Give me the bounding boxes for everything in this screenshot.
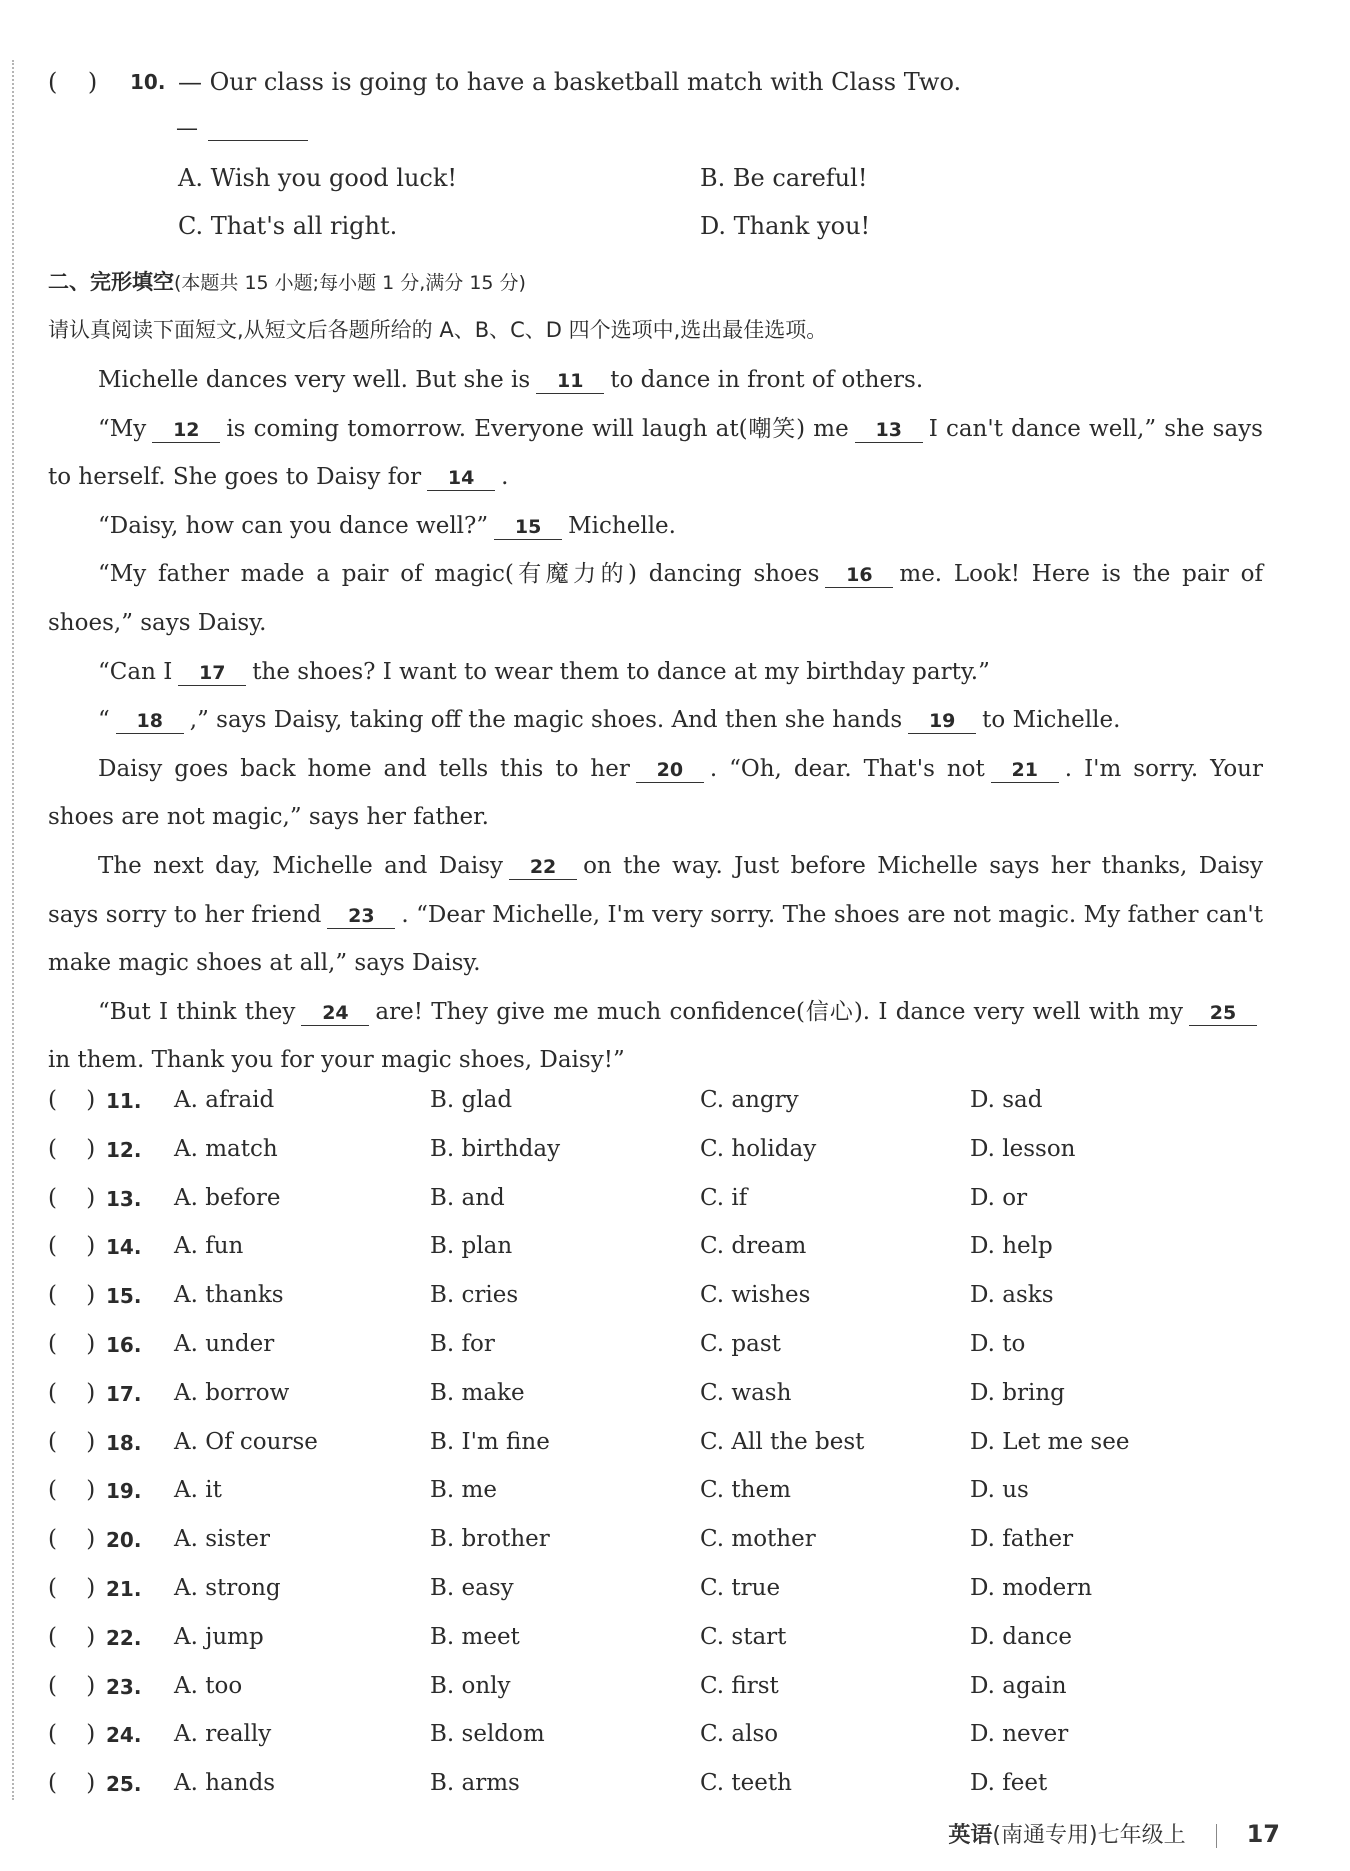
option-b[interactable]: B. and	[430, 1184, 505, 1211]
answer-paren[interactable]: ( )	[48, 1721, 96, 1748]
question-number: 22.	[106, 1625, 142, 1650]
option-c[interactable]: C. teeth	[700, 1770, 792, 1797]
option-c[interactable]: C. them	[700, 1477, 791, 1504]
option-c[interactable]: C. first	[700, 1672, 779, 1699]
option-b[interactable]: B. me	[430, 1477, 497, 1504]
answer-paren[interactable]: ( )	[48, 1282, 96, 1309]
blank-18: 18	[116, 709, 184, 734]
option-b[interactable]: B. for	[430, 1330, 495, 1357]
book-edition: (南通专用)七年级上	[992, 1823, 1186, 1848]
choice-list	[48, 1087, 1278, 1819]
section-scoring: (本题共 15 小题;每小题 1 分,满分 15 分)	[174, 272, 526, 294]
question-number: 10.	[130, 70, 166, 94]
option-d[interactable]: D. feet	[970, 1770, 1048, 1797]
option-b[interactable]	[700, 164, 867, 192]
option-b[interactable]: B. make	[430, 1379, 525, 1406]
option-c[interactable]: C. wash	[700, 1379, 792, 1406]
passage-paragraph: “Daisy, how can you dance well?” 15 Michelle.	[98, 512, 676, 539]
answer-paren[interactable]: ( )	[48, 1623, 96, 1650]
binding-margin-line	[12, 60, 14, 1800]
option-c[interactable]: C. angry	[700, 1087, 799, 1113]
cloze-passage	[48, 356, 1263, 1085]
choice-row-12	[48, 1136, 1278, 1185]
blank-21: 21	[991, 758, 1059, 783]
passage-paragraph: “My father made a pair of magic(有魔力的) dancing shoes 16 me. Look! Here is the pair of shoes,” says Daisy.	[48, 561, 1263, 636]
question-number: 24.	[106, 1723, 142, 1748]
answer-paren[interactable]: ( )	[48, 1770, 96, 1797]
blank-22: 22	[509, 855, 577, 880]
option-c[interactable]: C. start	[700, 1623, 787, 1650]
question-number: 14.	[106, 1235, 142, 1260]
option-b[interactable]: B. seldom	[430, 1721, 545, 1748]
option-a[interactable]: A. fun	[174, 1233, 244, 1260]
option-a[interactable]: A. before	[174, 1184, 281, 1211]
option-b[interactable]: B. meet	[430, 1623, 520, 1650]
option-d[interactable]: D. to	[970, 1330, 1026, 1357]
option-a[interactable]: A. match	[174, 1135, 278, 1162]
option-a[interactable]: A. strong	[174, 1574, 281, 1601]
option-c[interactable]: C. if	[700, 1184, 748, 1211]
option-label: D.	[700, 212, 727, 240]
question-number: 15.	[106, 1284, 142, 1309]
blank-20: 20	[636, 758, 704, 783]
passage-paragraph: Daisy goes back home and tells this to her 20 . “Oh, dear. That's not 21 . I'm sorry. Your shoes are not magic,” says her father.	[48, 755, 1263, 831]
answer-paren[interactable]: ( )	[48, 1379, 96, 1406]
choice-row-19	[48, 1477, 1278, 1526]
passage-paragraph: The next day, Michelle and Daisy 22 on the way. Just before Michelle says her thanks, Daisy says sorry to her friend 23 . “Dear Michelle, I'm very sorry. The shoes are not magic. My father can't make magic shoes at all,” says Daisy.	[48, 852, 1263, 977]
blank-19: 19	[908, 709, 976, 734]
option-d[interactable]: D. again	[970, 1672, 1067, 1699]
option-d[interactable]: D. or	[970, 1184, 1028, 1211]
option-b[interactable]: B. easy	[430, 1574, 514, 1601]
choice-row-24	[48, 1721, 1278, 1770]
answer-paren[interactable]: ( )	[48, 68, 98, 96]
blank-23: 23	[327, 904, 395, 929]
option-d[interactable]: D. bring	[970, 1379, 1065, 1406]
question-stem: — Our class is going to have a basketball match with Class Two.	[178, 68, 962, 96]
choice-row-23	[48, 1673, 1278, 1722]
option-b[interactable]: B. brother	[430, 1526, 550, 1553]
answer-paren[interactable]: ( )	[48, 1526, 96, 1553]
choice-row-22	[48, 1624, 1278, 1673]
question-number: 19.	[106, 1479, 142, 1504]
choice-row-15	[48, 1282, 1278, 1331]
option-d[interactable]: D. modern	[970, 1574, 1093, 1601]
page-footer	[948, 1818, 1280, 1849]
answer-paren[interactable]: ( )	[48, 1233, 96, 1260]
option-c[interactable]: C. past	[700, 1330, 781, 1357]
choice-row-11	[48, 1087, 1278, 1136]
response-dash: —	[176, 116, 198, 141]
choice-row-16	[48, 1331, 1278, 1380]
option-c[interactable]: C. holiday	[700, 1135, 817, 1162]
question-number: 17.	[106, 1381, 142, 1406]
option-a[interactable]: A. borrow	[174, 1379, 290, 1406]
option-c[interactable]: C. also	[700, 1721, 779, 1748]
option-c[interactable]: C. true	[700, 1574, 781, 1601]
choice-row-13	[48, 1185, 1278, 1234]
option-b[interactable]: B. only	[430, 1672, 511, 1699]
section-title	[48, 266, 526, 296]
answer-paren[interactable]: ( )	[48, 1574, 96, 1601]
option-c[interactable]: C. mother	[700, 1526, 816, 1553]
blank-14: 14	[427, 466, 495, 491]
option-a[interactable]: A. really	[174, 1721, 272, 1748]
option-d[interactable]: D. us	[970, 1477, 1029, 1504]
option-b[interactable]: B. arms	[430, 1770, 520, 1797]
blank-11: 11	[536, 369, 604, 394]
answer-paren[interactable]: ( )	[48, 1477, 96, 1504]
answer-paren[interactable]: ( )	[48, 1184, 96, 1211]
option-text: That's all right.	[210, 212, 398, 240]
answer-paren[interactable]: ( )	[48, 1428, 96, 1455]
option-b[interactable]: B. glad	[430, 1087, 513, 1113]
question-number: 23.	[106, 1674, 142, 1699]
response-line	[208, 126, 308, 141]
answer-paren[interactable]: ( )	[48, 1672, 96, 1699]
question-number: 12.	[106, 1137, 142, 1162]
page-number: 17	[1246, 1820, 1280, 1848]
option-c[interactable]	[178, 212, 397, 240]
question-number: 25.	[106, 1772, 142, 1797]
footer-divider	[1216, 1824, 1217, 1848]
option-text: Be careful!	[732, 164, 868, 192]
option-d[interactable]: D. Let me see	[970, 1428, 1130, 1455]
option-d[interactable]	[700, 212, 870, 240]
blank-24: 24	[301, 1001, 369, 1026]
blank-13: 13	[855, 418, 923, 443]
option-d[interactable]: D. asks	[970, 1282, 1054, 1309]
question-number: 13.	[106, 1186, 142, 1211]
option-a[interactable]: A. it	[174, 1477, 222, 1504]
option-c[interactable]: C. All the best	[700, 1428, 865, 1455]
option-a[interactable]: A. thanks	[174, 1282, 284, 1309]
answer-paren[interactable]: ( )	[48, 1135, 96, 1162]
option-label: A.	[178, 164, 203, 192]
option-a[interactable]: A. Of course	[174, 1428, 318, 1455]
book-subject: 英语	[948, 1823, 993, 1848]
option-d[interactable]: D. help	[970, 1233, 1053, 1260]
section-heading: 二、完形填空	[48, 270, 174, 294]
choice-row-18	[48, 1429, 1278, 1478]
blank-25: 25	[1189, 1001, 1257, 1026]
blank-16: 16	[825, 563, 893, 588]
option-d[interactable]: D. never	[970, 1721, 1069, 1748]
option-a[interactable]: A. hands	[174, 1770, 276, 1797]
answer-paren[interactable]: ( )	[48, 1087, 96, 1113]
option-d[interactable]: D. dance	[970, 1623, 1072, 1650]
option-a[interactable]: A. jump	[174, 1623, 264, 1650]
option-a[interactable]: A. sister	[174, 1526, 271, 1553]
option-d[interactable]: D. father	[970, 1526, 1074, 1553]
option-b[interactable]: B. plan	[430, 1233, 513, 1260]
response-blank	[176, 116, 308, 141]
option-d[interactable]: D. lesson	[970, 1135, 1076, 1162]
passage-paragraph: “But I think they 24 are! They give me much confidence(信心). I dance very well with my 25in them. Thank you for your magic shoes, Daisy!”	[48, 988, 1263, 1085]
option-label: C.	[178, 212, 204, 240]
answer-paren[interactable]: ( )	[48, 1330, 96, 1357]
question-number: 16.	[106, 1332, 142, 1357]
choice-row-21	[48, 1575, 1278, 1624]
question-number: 20.	[106, 1528, 142, 1553]
choice-row-25	[48, 1770, 1278, 1819]
passage-paragraph: “Can I 17 the shoes? I want to wear them to dance at my birthday party.”	[98, 658, 990, 685]
option-a[interactable]	[178, 164, 457, 192]
choice-row-20	[48, 1526, 1278, 1575]
question-number: 11.	[106, 1089, 142, 1113]
option-a[interactable]: A. under	[174, 1330, 275, 1357]
passage-paragraph: “My 12 is coming tomorrow. Everyone will laugh at(嘲笑) me 13 I can't dance well,” she says to herself. She goes to Daisy for 14 .	[48, 415, 1263, 491]
option-b[interactable]: B. I'm fine	[430, 1428, 550, 1455]
option-b[interactable]: B. cries	[430, 1282, 519, 1309]
option-a[interactable]: A. too	[174, 1672, 243, 1699]
option-d[interactable]: D. sad	[970, 1087, 1043, 1113]
option-c[interactable]: C. wishes	[700, 1282, 811, 1309]
passage-paragraph: Michelle dances very well. But she is 11 to dance in front of others.	[98, 367, 924, 393]
passage-paragraph: “ 18 ,” says Daisy, taking off the magic shoes. And then she hands 19 to Michelle.	[98, 707, 1121, 734]
question-number: 18.	[106, 1430, 142, 1455]
section-instruction: 请认真阅读下面短文,从短文后各题所给的 A、B、C、D 四个选项中,选出最佳选项。	[48, 318, 828, 342]
blank-12: 12	[152, 418, 220, 443]
option-label: B.	[700, 164, 726, 192]
choice-row-14	[48, 1233, 1278, 1282]
blank-15: 15	[494, 515, 562, 540]
option-a[interactable]: A. afraid	[174, 1087, 275, 1113]
blank-17: 17	[178, 661, 246, 686]
option-b[interactable]: B. birthday	[430, 1135, 561, 1162]
option-text: Thank you!	[733, 212, 871, 240]
choice-row-17	[48, 1380, 1278, 1429]
option-text: Wish you good luck!	[210, 164, 458, 192]
question-number: 21.	[106, 1576, 142, 1601]
option-c[interactable]: C. dream	[700, 1233, 807, 1260]
